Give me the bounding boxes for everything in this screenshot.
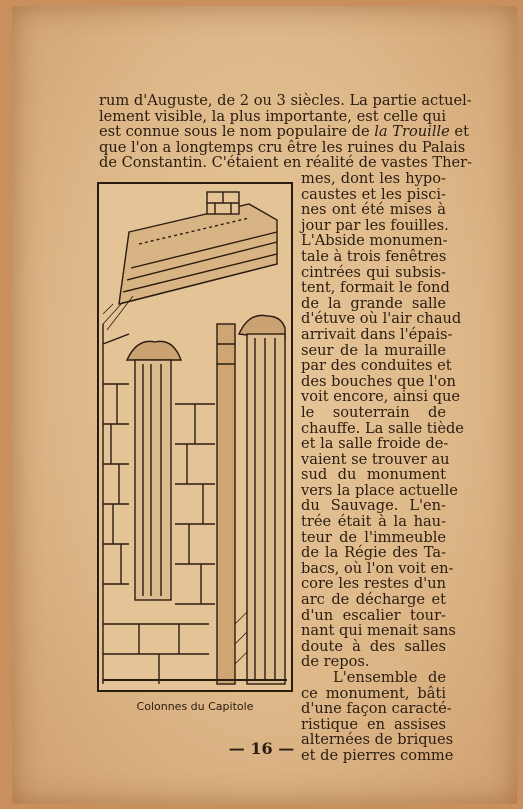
column-line: voit encore, ainsi que	[301, 388, 461, 406]
text-fragment: est connue sous le nom populaire de	[99, 123, 375, 141]
column-line: alternées de briques	[301, 731, 454, 749]
column-line: arrivait dans l'épais-	[301, 325, 453, 343]
text-line: de Constantin. C'étaient en réalité de vastes Ther-	[99, 154, 473, 172]
column-line: ristique en assises	[301, 715, 446, 733]
illustration-caption: Colonnes du Capitole	[136, 700, 254, 713]
column-line: et la salle froide de-	[301, 435, 449, 453]
text-line: lement visible, la plus importante, est celle qui	[99, 107, 447, 125]
column-line: tent, formait le fond	[301, 279, 450, 297]
text-fragment: et	[449, 123, 469, 141]
column-line: par des conduites et	[301, 357, 452, 375]
column-line: mes, dont les hypo-	[301, 170, 446, 187]
column-line: L'ensemble de	[333, 669, 446, 686]
column-line: bacs, où l'on voit en-	[301, 559, 454, 577]
column-line: vaient se trouver au	[301, 450, 450, 468]
columns-engraving	[99, 184, 291, 690]
column-line: chauffe. La salle tiède	[301, 419, 464, 437]
column-line: d'étuve où l'air chaud	[301, 310, 462, 328]
column-line: de la Régie des Ta-	[301, 544, 446, 562]
column-line: vers la place actuelle	[301, 481, 458, 499]
column-line: d'une façon caracté-	[301, 700, 452, 718]
page-number: — 16 —	[228, 739, 295, 758]
column-line: de repos.	[301, 653, 370, 671]
text-line: que l'on a longtemps cru être les ruines du Palais	[99, 138, 466, 156]
opening-paragraph	[99, 92, 473, 172]
text-line: rum d'Auguste, de 2 ou 3 siècles. La partie actuel-	[99, 92, 472, 109]
column-line: jour par les fouilles.	[301, 216, 449, 234]
column-line: cintrées qui subsis-	[301, 263, 446, 281]
column-line: arc de décharge et	[301, 591, 446, 609]
column-line: teur de l'immeuble	[301, 528, 446, 546]
column-line: core les restes d'un	[301, 575, 446, 593]
column-line: le souterrain de	[301, 403, 446, 421]
column-line: nant qui menait sans	[301, 622, 456, 640]
column-line: des bouches que l'on	[301, 372, 456, 390]
column-line: caustes et les pisci-	[301, 185, 446, 203]
column-line: tale à trois fenêtres	[301, 247, 447, 265]
column-line: L'Abside monumen-	[301, 232, 448, 250]
column-line: trée était à la hau-	[301, 513, 446, 531]
column-line: de la grande salle	[301, 294, 446, 312]
text-line	[99, 123, 469, 141]
illustration-frame	[97, 182, 293, 692]
column-line: et de pierres comme	[301, 746, 454, 764]
column-line: d'un escalier tour-	[301, 606, 446, 624]
side-column	[301, 170, 464, 764]
column-line: doute à des salles	[301, 637, 446, 655]
column-line: du Sauvage. L'en-	[301, 497, 446, 515]
italic-term: la Trouille	[374, 123, 450, 141]
column-line: nes ont été mises à	[301, 201, 446, 219]
column-line: seur de la muraille	[301, 341, 446, 359]
column-line: sud du monument	[301, 466, 446, 484]
column-line: ce monument, bâti	[301, 684, 446, 702]
